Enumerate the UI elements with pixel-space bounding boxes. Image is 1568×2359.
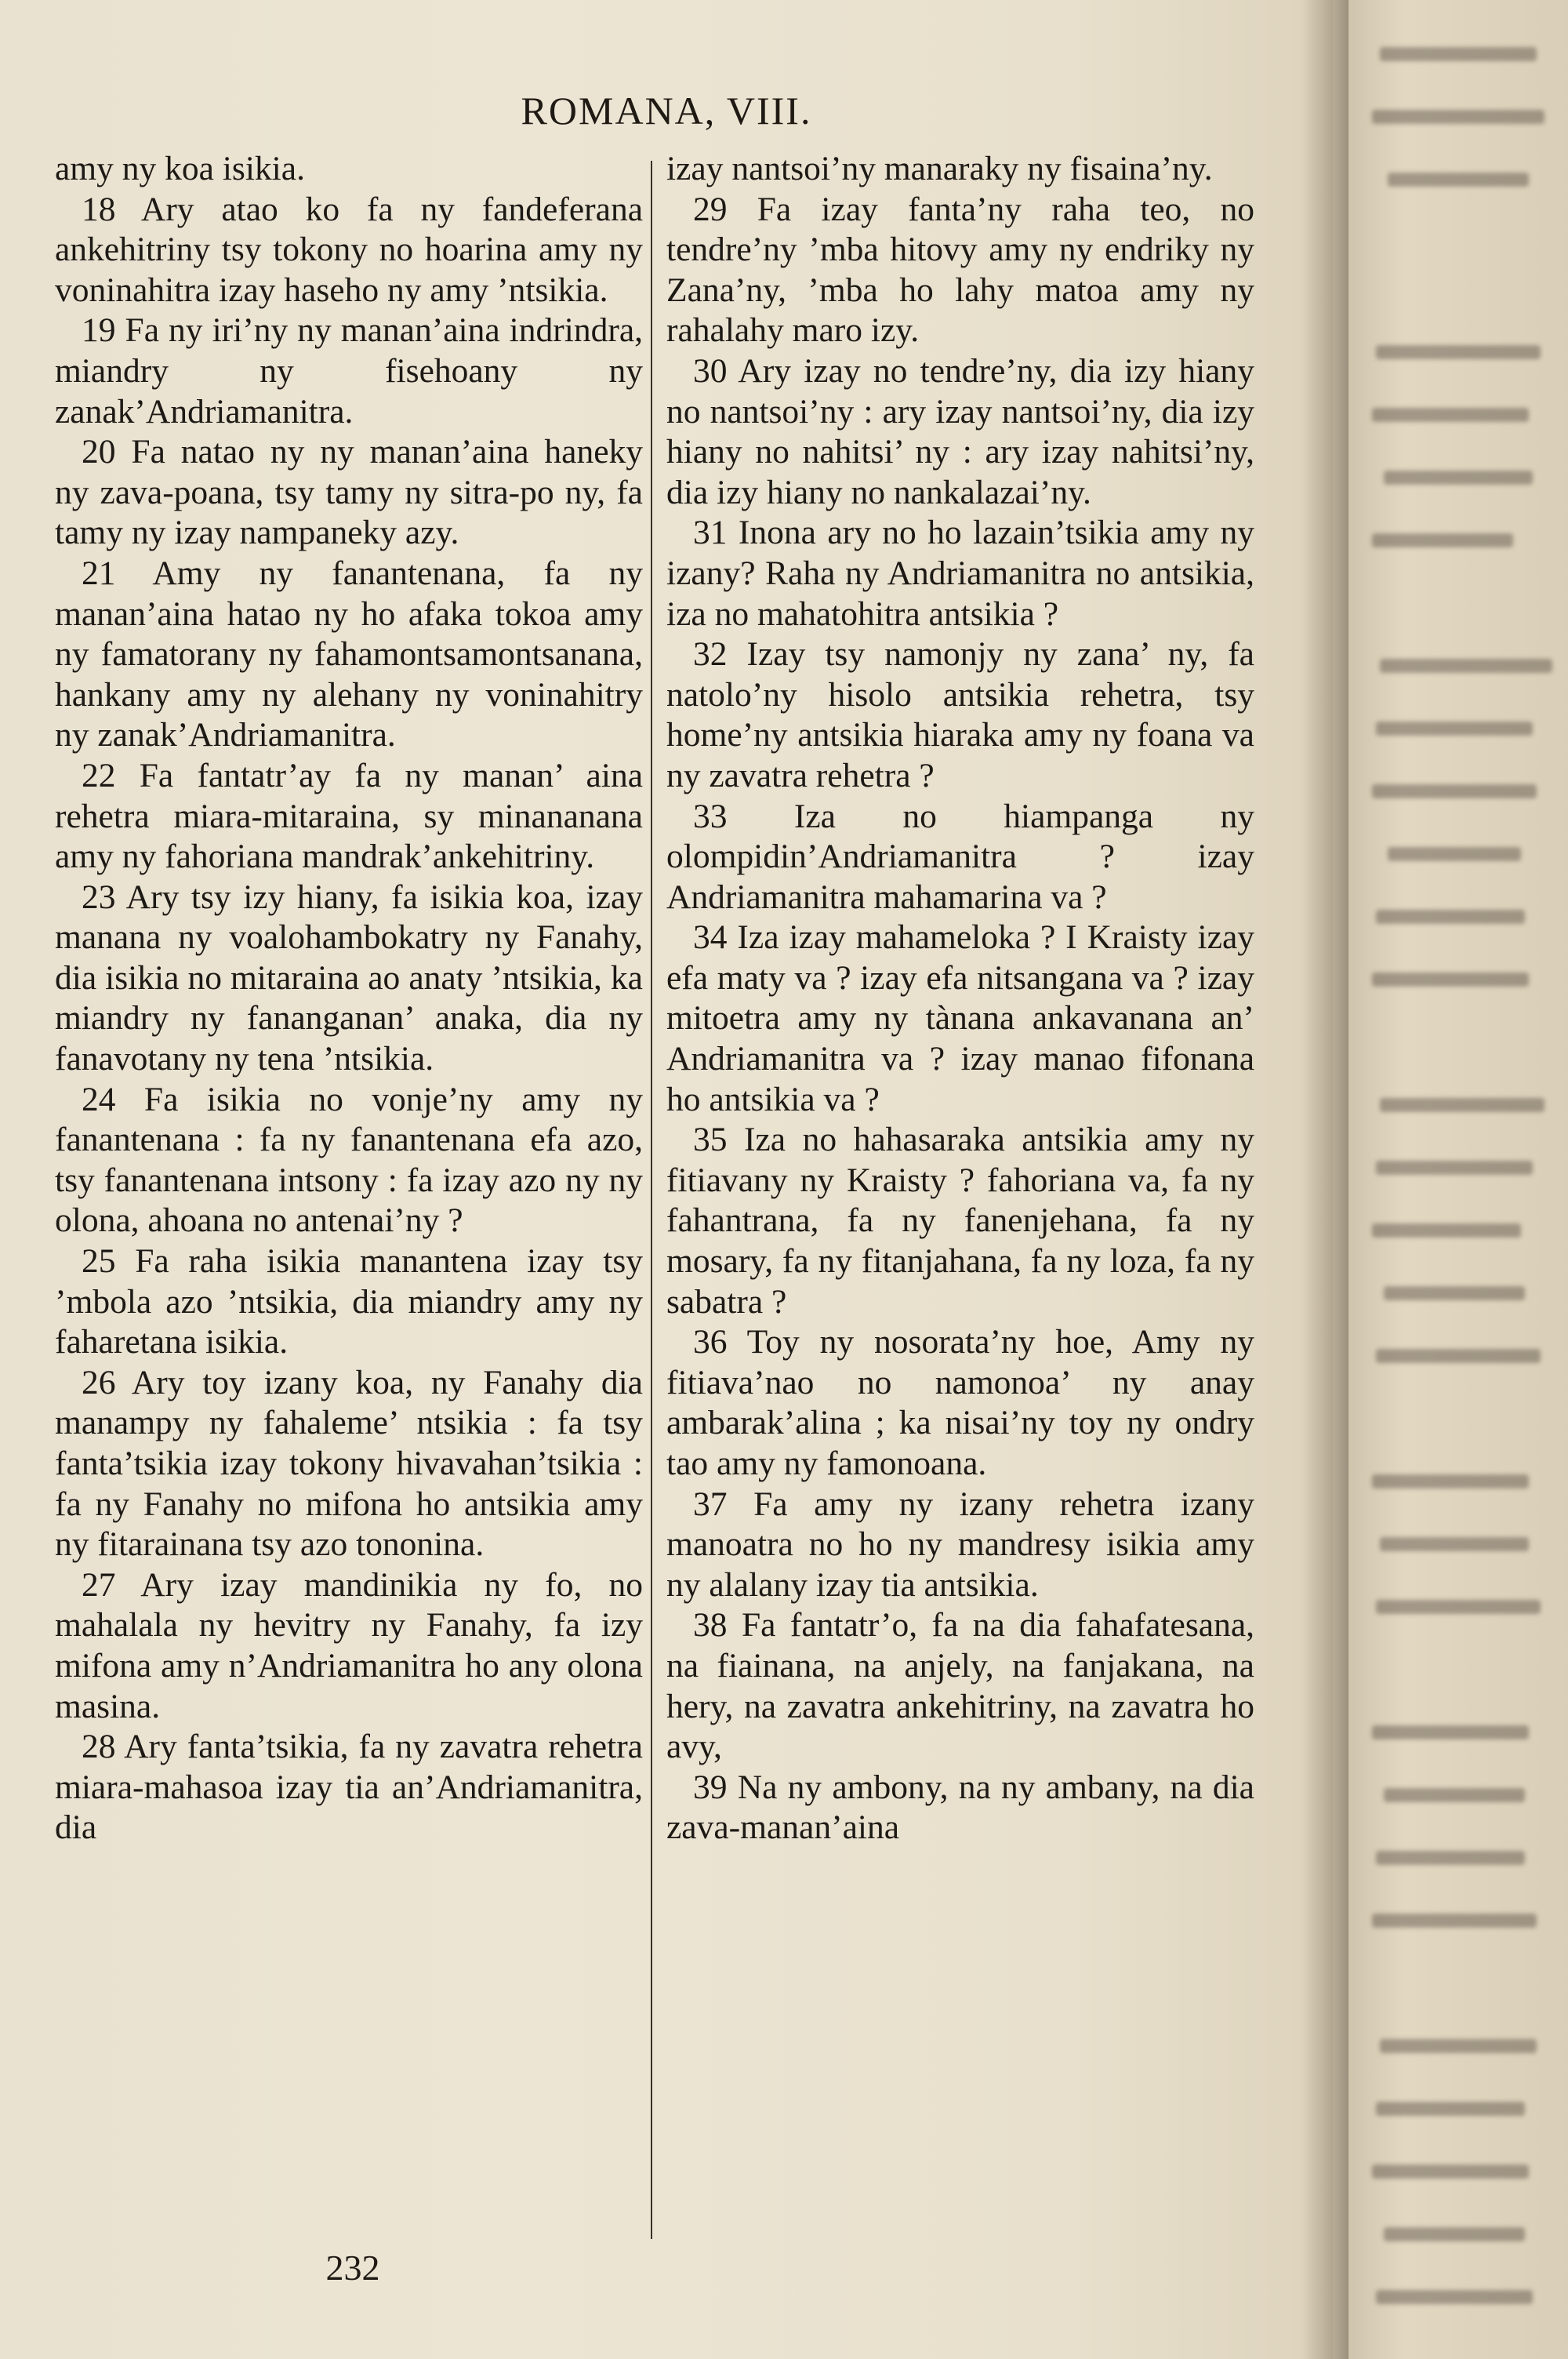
verse-number: 18 [82, 190, 116, 228]
blurred-text-line [1372, 1914, 1537, 1928]
verse-text: amy ny koa isikia. [55, 150, 305, 187]
verse-text: Inona ary no ho lazain’tsikia amy ny izany? Raha ny Andriamanitra no antsikia, iza no mahatohitra antsikia ? [666, 514, 1254, 633]
verse [55, 432, 643, 554]
blurred-text-line [1388, 173, 1529, 187]
adjacent-page-edge [1348, 0, 1568, 2359]
verse-continuation [55, 149, 643, 190]
verse-text: Ary fanta’tsikia, fa ny zavatra rehetra miara-mahasoa izay tia an’Andriamanitra, dia [55, 1728, 643, 1847]
verse-text: Ary izay no tendre’ny, dia izy hiany no nantsoi’ny : ary izay nantsoi’ny, dia izy hiany no nahitsi’ ny : ary izay nahitsi’ny, dia izy hiany no nankalazai’ny. [666, 351, 1254, 511]
blurred-text-line [1376, 1600, 1541, 1614]
blurred-text-line [1372, 784, 1537, 798]
page-number: 232 [325, 2248, 380, 2288]
verse-text: izay nantsoi’ny manaraky ny fisaina’ny. [666, 150, 1213, 187]
verse-text: Ary tsy izy hiany, fa isikia koa, izay manana ny voalohambokatry ny Fanahy, dia isikia no mitaraina ao anaty ’ntsikia, ka miandry ny fananganan’ anaka, dia ny fanavotany ny tena ’ntsikia. [55, 878, 644, 1078]
verse-text: Toy ny nosorata’ny hoe, Amy ny fitiava’nao no namonoa’ ny anay ambarak’alina ; ka nisai’ny toy ny ondry tao amy ny famonoana. [666, 1323, 1254, 1482]
verse-text: Amy ny fanantenana, fa ny manan’aina hatao ny ho afaka tokoa amy ny famatorany ny fahamontsamontsanana, hankany amy ny alehany ny voninahitry ny zanak’Andriamanitra. [55, 554, 643, 754]
blurred-text-line [1384, 2227, 1525, 2241]
right-column [666, 149, 1254, 1848]
verse-number: 36 [693, 1323, 728, 1361]
blurred-text-line [1376, 2102, 1525, 2116]
verse-number: 37 [693, 1485, 728, 1523]
blurred-text-line [1388, 847, 1521, 861]
verse [55, 554, 643, 756]
verse [55, 311, 643, 432]
verse-text: Ary izay mandinikia ny fo, no mahalala ny hevitry ny Fanahy, fa izy mifona amy n’Andriamanitra ho any olona masina. [55, 1565, 643, 1725]
blurred-text-line [1376, 722, 1533, 736]
verse [666, 351, 1254, 513]
verse-text: Izay tsy namonjy ny zana’ ny, fa natolo’ny hisolo antsikia rehetra, tsy home’ny antsikia hiaraka amy ny foana va ny zavatra rehetra ? [666, 635, 1254, 794]
blurred-text-line [1376, 1851, 1525, 1865]
blurred-text-line [1376, 2290, 1533, 2304]
blurred-text-line [1376, 910, 1525, 924]
verse-number: 33 [693, 797, 728, 835]
verse-continuation [666, 149, 1254, 190]
verse [666, 1768, 1254, 1848]
verse [666, 797, 1254, 918]
blurred-text-line [1376, 1161, 1533, 1175]
blurred-text-line [1372, 1725, 1529, 1739]
blurred-text-line [1380, 659, 1552, 673]
running-header: ROMANA, VIII. [521, 89, 812, 133]
left-column [55, 149, 643, 1848]
verse-number: 39 [693, 1768, 728, 1806]
blurred-text-line [1372, 1474, 1529, 1488]
verse [666, 1605, 1254, 1767]
verse [666, 1120, 1254, 1322]
verse [55, 190, 643, 311]
blurred-text-line [1380, 1098, 1544, 1112]
verse [55, 756, 643, 878]
verse-number: 35 [693, 1121, 728, 1159]
blurred-text-line [1376, 1349, 1541, 1363]
verse [666, 1322, 1254, 1484]
verse [666, 1485, 1254, 1606]
verse-text: Iza no hiampanga ny olompidin’Andriamanitra ? izay Andriamanitra mahamarina va ? [666, 797, 1254, 916]
blurred-text-line [1384, 1286, 1525, 1300]
verse-number: 28 [82, 1728, 116, 1766]
verse-number: 30 [693, 351, 728, 390]
verse-number: 26 [82, 1363, 116, 1401]
column-divider [651, 161, 652, 2239]
verse-text: Ary atao ko fa ny fandeferana ankehitriny tsy tokony no hoarina amy ny voninahitra izay haseho ny amy ’ntsikia. [55, 190, 644, 309]
verse-number: 27 [82, 1565, 116, 1604]
blurred-text-line [1372, 408, 1529, 422]
verse-number: 24 [82, 1080, 116, 1118]
blurred-text-line [1380, 47, 1537, 61]
blurred-text-line [1372, 1223, 1521, 1238]
blurred-text-line [1380, 2039, 1537, 2053]
verse-text: Iza izay mahameloka ? I Kraisty izay efa maty va ? izay efa nitsangana va ? izay mitoetra amy ny tànana ankavanana an’ Andriamanitra va ? izay manao fifonana ho antsikia va ? [666, 918, 1255, 1118]
blurred-text-line [1372, 2165, 1529, 2179]
verse-number: 19 [82, 311, 116, 350]
verse [55, 1080, 643, 1241]
verse-number: 22 [82, 756, 116, 794]
verse-number: 38 [693, 1606, 728, 1645]
verse-text: Iza no hahasaraka antsikia amy ny fitiavany ny Kraisty ? fahoriana va, fa ny fahantrana, fa ny fanenjehana, fa ny mosary, fa ny fitanjahana, fa ny loza, fa ny sabatra ? [666, 1121, 1254, 1321]
verse-text: Fa ny iri’ny ny manan’aina indrindra, miandry ny fisehoany ny zanak’Andriamanitra. [55, 311, 644, 431]
verse-text: Ary toy izany koa, ny Fanahy dia manampy ny fahaleme’ ntsikia : fa tsy fanta’tsikia izay tokony hivavahan’tsikia : fa ny Fanahy no mifona ho antsikia amy ny fitarainana tsy azo tononina. [55, 1363, 643, 1564]
verse-text: Fa natao ny ny manan’aina haneky ny zava-poana, tsy tamy ny sitra-po ny, fa tamy ny izay nampaneky azy. [55, 433, 644, 552]
blurred-text-line [1380, 1537, 1529, 1551]
blurred-text-line [1384, 471, 1533, 485]
verse [666, 918, 1254, 1120]
verse-number: 34 [693, 918, 728, 957]
verse [55, 1363, 643, 1565]
verse [55, 1565, 643, 1727]
blurred-text-line [1384, 1788, 1525, 1802]
verse-number: 20 [82, 433, 116, 471]
verse [666, 190, 1254, 351]
verse [666, 634, 1254, 796]
blurred-text-line [1372, 972, 1529, 987]
verse-number: 23 [82, 878, 116, 916]
verse-text: Fa fantatr’o, fa na dia fahafatesana, na fiainana, na anjely, na fanjakana, na hery, na zavatra ankehitriny, na zavatra ho avy, [666, 1606, 1255, 1766]
verse-number: 31 [693, 514, 728, 552]
blurred-text-line [1372, 110, 1544, 124]
verse-number: 32 [693, 635, 728, 674]
verse-text: Fa isikia no vonje’ny amy ny fanantenana : fa ny fanantenana efa azo, tsy fanantenana intsony : fa izay azo ny ny olona, ahoana no antenai’ny ? [55, 1080, 644, 1240]
blurred-text-line [1376, 345, 1541, 359]
verse-number: 29 [693, 190, 728, 228]
verse-text: Fa fantatr’ay fa ny manan’ aina rehetra miara-mitaraina, sy minananana amy ny fahoriana mandrak’ankehitriny. [55, 756, 643, 876]
verse-number: 25 [82, 1242, 116, 1281]
verse-text: Fa raha isikia manantena izay tsy ’mbola azo ’ntsikia, dia miandry amy ny faharetana isikia. [55, 1242, 643, 1361]
verse-text: Fa amy ny izany rehetra izany manoatra no ho ny mandresy isikia amy ny alalany izay tia antsikia. [666, 1485, 1254, 1604]
verse [55, 878, 643, 1080]
verse-text: Fa izay fanta’ny raha teo, no tendre’ny ’mba hitovy amy ny endriky ny Zana’ny, ’mba ho lahy matoa amy ny rahalahy maro izy. [666, 190, 1255, 350]
verse [55, 1241, 643, 1363]
verse-number: 21 [82, 554, 116, 592]
verse [666, 513, 1254, 634]
blurred-text-line [1372, 533, 1513, 547]
verse-text: Na ny ambony, na ny ambany, na dia zava-manan’aina [666, 1768, 1254, 1847]
verse [55, 1727, 643, 1848]
